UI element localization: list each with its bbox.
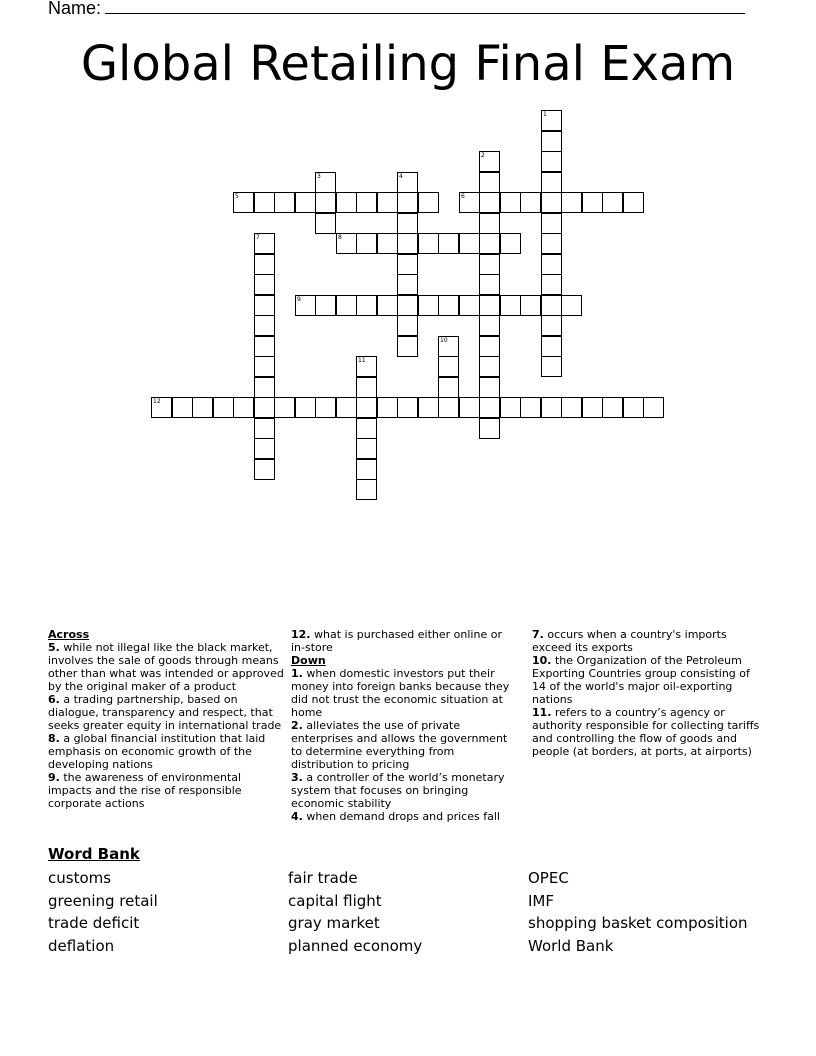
crossword-cell[interactable]: [418, 397, 439, 418]
crossword-cell[interactable]: [479, 336, 500, 357]
word-bank-item: planned economy: [288, 937, 423, 956]
clue-number-label: 4: [399, 173, 403, 180]
crossword-cell[interactable]: [500, 192, 521, 213]
clue-down-3: 3. a controller of the world’s monetary system that focuses on bringing economic stability: [291, 771, 505, 810]
crossword-cell[interactable]: [438, 397, 459, 418]
crossword-cell[interactable]: [315, 397, 336, 418]
crossword-cell[interactable]: [479, 213, 500, 234]
crossword-cell[interactable]: [336, 233, 357, 254]
crossword-cell[interactable]: [254, 254, 275, 275]
crossword-cell[interactable]: [397, 295, 418, 316]
crossword-cell[interactable]: [233, 397, 254, 418]
crossword-cell[interactable]: [520, 295, 541, 316]
word-bank-item: greening retail: [48, 891, 158, 910]
crossword-cell[interactable]: [254, 295, 275, 316]
crossword-cell[interactable]: [192, 397, 213, 418]
crossword-cell[interactable]: [315, 295, 336, 316]
word-bank-item: shopping basket composition: [528, 914, 748, 933]
crossword-cell[interactable]: [397, 233, 418, 254]
crossword-cell[interactable]: [479, 151, 500, 172]
crossword-cell[interactable]: [254, 315, 275, 336]
word-bank-item: gray market: [288, 914, 380, 933]
crossword-cell[interactable]: [233, 192, 254, 213]
crossword-cell[interactable]: [582, 192, 603, 213]
crossword-cell[interactable]: [561, 192, 582, 213]
crossword-cell[interactable]: [479, 274, 500, 295]
page-title: Global Retailing Final Exam: [80, 36, 736, 92]
clue-down-2: 2. alleviates the use of private enterprises and allows the government to determine everything from distribution to pricing: [291, 719, 508, 771]
crossword-cell[interactable]: [377, 233, 398, 254]
word-bank-title: Word Bank: [48, 845, 140, 863]
crossword-cell[interactable]: [541, 172, 562, 193]
crossword-cell[interactable]: [356, 295, 377, 316]
clues-column-3: [532, 628, 764, 758]
crossword-cell[interactable]: [643, 397, 664, 418]
crossword-cell[interactable]: [315, 172, 336, 193]
crossword-cell[interactable]: [254, 192, 275, 213]
clues-column-1: [48, 628, 284, 810]
clue-number-label: 12: [153, 398, 161, 405]
crossword-cell[interactable]: [479, 172, 500, 193]
crossword-cell[interactable]: [254, 274, 275, 295]
crossword-cell[interactable]: [438, 377, 459, 398]
clue-down-11: 11. refers to a country’s agency or authority responsible for collecting tariffs and controlling the flow of goods and people (at borders, at ports, at airports): [532, 706, 760, 758]
crossword-cell[interactable]: [582, 397, 603, 418]
crossword-cell[interactable]: [418, 233, 439, 254]
crossword-cell[interactable]: [254, 356, 275, 377]
crossword-cell[interactable]: [500, 397, 521, 418]
crossword-cell[interactable]: [418, 192, 439, 213]
crossword-cell[interactable]: [541, 295, 562, 316]
crossword-cell[interactable]: [500, 233, 521, 254]
crossword-cell[interactable]: [295, 192, 316, 213]
crossword-cell[interactable]: [479, 192, 500, 213]
crossword-cell[interactable]: [479, 397, 500, 418]
crossword-cell[interactable]: [151, 397, 172, 418]
crossword-cell[interactable]: [356, 397, 377, 418]
clue-number-label: 9: [297, 296, 301, 303]
crossword-cell[interactable]: [397, 172, 418, 193]
crossword-cell[interactable]: [315, 213, 336, 234]
crossword-cell[interactable]: [602, 192, 623, 213]
crossword-cell[interactable]: [520, 397, 541, 418]
crossword-cell[interactable]: [397, 397, 418, 418]
crossword-cell[interactable]: [336, 192, 357, 213]
crossword-cell[interactable]: [356, 438, 377, 459]
clue-across-6: 6. a trading partnership, based on dialogue, transparency and respect, that seeks greater equity in international trade: [48, 693, 282, 732]
crossword-cell[interactable]: [520, 192, 541, 213]
crossword-cell[interactable]: [479, 315, 500, 336]
clue-number-label: 1: [543, 111, 547, 118]
crossword-cell[interactable]: [336, 397, 357, 418]
crossword-cell[interactable]: [623, 397, 644, 418]
crossword-cell[interactable]: [500, 295, 521, 316]
crossword-cell[interactable]: [418, 295, 439, 316]
crossword-cell[interactable]: [561, 295, 582, 316]
word-bank-column-2: [288, 867, 422, 958]
crossword-cell[interactable]: [541, 254, 562, 275]
crossword-cell[interactable]: [541, 274, 562, 295]
crossword-cell[interactable]: [254, 336, 275, 357]
clue-across-5: 5. while not illegal like the black market, involves the sale of goods through means other than what was intended or approved by the original maker of a product: [48, 641, 284, 693]
clue-down-7: 7. occurs when a country's imports exceed its exports: [532, 628, 727, 654]
clue-number-label: 11: [358, 357, 366, 364]
word-bank-item: capital flight: [288, 891, 382, 910]
clue-number-label: 2: [481, 152, 485, 159]
down-header: Down: [291, 654, 326, 667]
crossword-cell[interactable]: [295, 397, 316, 418]
crossword-cell[interactable]: [479, 356, 500, 377]
crossword-cell[interactable]: [602, 397, 623, 418]
crossword-cell[interactable]: [623, 192, 644, 213]
word-bank-column-3: [528, 867, 748, 958]
clue-across-12: 12. what is purchased either online or in-store: [291, 628, 502, 654]
crossword-cell[interactable]: [356, 192, 377, 213]
crossword-cell[interactable]: [479, 295, 500, 316]
crossword-cell[interactable]: [254, 459, 275, 480]
clue-down-4: 4. when demand drops and prices fall: [291, 810, 500, 823]
crossword-cell[interactable]: [254, 438, 275, 459]
clue-number-label: 6: [461, 193, 465, 200]
word-bank-item: trade deficit: [48, 914, 140, 933]
crossword-cell[interactable]: [254, 377, 275, 398]
crossword-cell[interactable]: [295, 295, 316, 316]
word-bank-item: OPEC: [528, 869, 569, 887]
crossword-cell[interactable]: [479, 233, 500, 254]
crossword-cell[interactable]: [377, 397, 398, 418]
crossword-cell[interactable]: [315, 192, 336, 213]
crossword-cell[interactable]: [438, 336, 459, 357]
crossword-cell[interactable]: [459, 397, 480, 418]
crossword-cell[interactable]: [438, 356, 459, 377]
crossword-cell[interactable]: [356, 233, 377, 254]
crossword-cell[interactable]: [356, 418, 377, 439]
name-underline[interactable]: [105, 0, 745, 14]
crossword-cell[interactable]: [377, 192, 398, 213]
crossword-cell[interactable]: [541, 397, 562, 418]
clue-number-label: 8: [338, 234, 342, 241]
crossword-cell[interactable]: [397, 192, 418, 213]
crossword-cell[interactable]: [459, 295, 480, 316]
word-bank-item: World Bank: [528, 937, 614, 956]
clue-number-label: 3: [317, 173, 321, 180]
crossword-cell[interactable]: [356, 479, 377, 500]
crossword-cell[interactable]: [172, 397, 193, 418]
clue-number-label: 7: [256, 234, 260, 241]
crossword-cell[interactable]: [541, 233, 562, 254]
name-label: Name:: [48, 0, 102, 18]
crossword-cell[interactable]: [459, 233, 480, 254]
clue-number-label: 5: [235, 193, 239, 200]
crossword-cell[interactable]: [541, 110, 562, 131]
crossword-cell[interactable]: [541, 315, 562, 336]
word-bank-column-1: [48, 867, 158, 958]
clue-down-1: 1. when domestic investors put their money into foreign banks because they did not trust the economic situation at home: [291, 667, 510, 719]
crossword-cell[interactable]: [561, 397, 582, 418]
crossword-cell[interactable]: [541, 213, 562, 234]
across-header: Across: [48, 628, 90, 641]
crossword-cell[interactable]: [397, 274, 418, 295]
word-bank-item: fair trade: [288, 869, 358, 887]
clue-number-label: 10: [440, 337, 448, 344]
crossword-cell[interactable]: [254, 418, 275, 439]
crossword-cell[interactable]: [541, 131, 562, 152]
crossword-cell[interactable]: [438, 233, 459, 254]
word-bank-item: deflation: [48, 937, 115, 956]
crossword-cell[interactable]: [438, 295, 459, 316]
crossword-cell[interactable]: [274, 192, 295, 213]
crossword-cell[interactable]: [541, 356, 562, 377]
crossword-cell[interactable]: [213, 397, 234, 418]
word-bank-item: IMF: [528, 891, 554, 910]
crossword-cell[interactable]: [541, 192, 562, 213]
crossword-cell[interactable]: [479, 418, 500, 439]
crossword-cell[interactable]: [254, 397, 275, 418]
clues-column-2: [291, 628, 517, 823]
crossword-cell[interactable]: [479, 254, 500, 275]
crossword-cell[interactable]: [397, 254, 418, 275]
crossword-cell[interactable]: [377, 295, 398, 316]
name-field[interactable]: [48, 0, 748, 19]
crossword-cell[interactable]: [274, 397, 295, 418]
crossword-cell[interactable]: [479, 377, 500, 398]
crossword-cell[interactable]: [397, 315, 418, 336]
word-bank-item: customs: [48, 869, 112, 887]
clue-across-9: 9. the awareness of environmental impacts and the rise of responsible corporate actions: [48, 771, 242, 810]
crossword-cell[interactable]: [254, 233, 275, 254]
crossword-cell[interactable]: [459, 192, 480, 213]
crossword-cell[interactable]: [336, 295, 357, 316]
crossword-cell[interactable]: [397, 213, 418, 234]
crossword-cell[interactable]: [541, 336, 562, 357]
crossword-cell[interactable]: [541, 151, 562, 172]
clue-down-10: 10. the Organization of the Petroleum Exporting Countries group consisting of 14 of the world's major oil-exporting nations: [532, 654, 750, 706]
crossword-cell[interactable]: [356, 377, 377, 398]
crossword-cell[interactable]: [356, 459, 377, 480]
crossword-cell[interactable]: [397, 336, 418, 357]
crossword-cell[interactable]: [356, 356, 377, 377]
clue-across-8: 8. a global financial institution that laid emphasis on economic growth of the developing nations: [48, 732, 266, 771]
